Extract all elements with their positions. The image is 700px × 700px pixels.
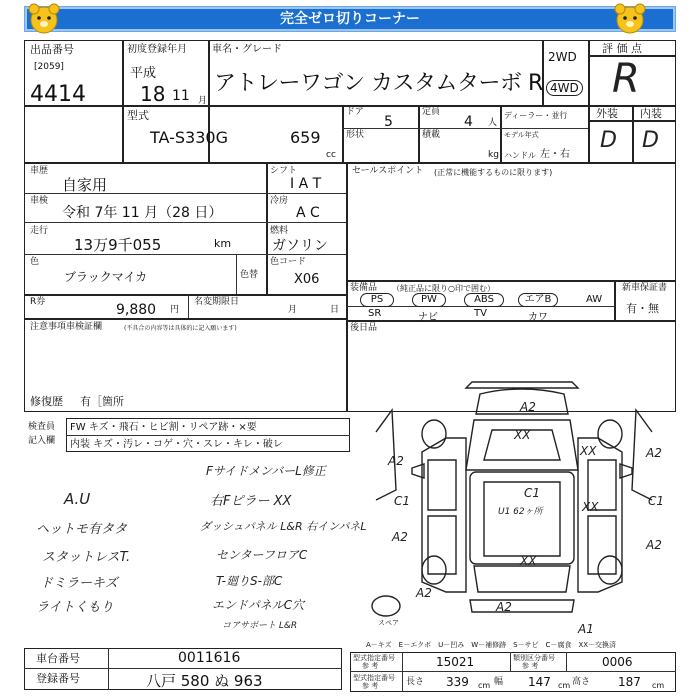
warranty-label: 新車保証書 (622, 283, 668, 293)
color-code-value: X06 (294, 272, 320, 287)
class-value: 0006 (602, 655, 633, 669)
first-reg-label: 初度登録年月 (127, 44, 187, 55)
drive-4wd: 4WD (546, 80, 583, 96)
load-unit: kg (488, 150, 499, 160)
len-label: 長さ (406, 677, 425, 687)
equip-ps: PS (360, 293, 394, 307)
disp-value: 659 (290, 128, 321, 147)
note-right-1: FサイドメンバーL修正 (206, 464, 326, 478)
model-label: 型式 (127, 109, 149, 122)
score-ext-value: D (600, 128, 617, 153)
len-unit: cm (478, 681, 491, 690)
equip-pw: PW (412, 293, 446, 307)
warranty-value: 有・無 (626, 302, 659, 315)
color-change-label: 色替 (240, 270, 259, 280)
doors-value: 5 (384, 114, 393, 130)
handle-label: ハンドル (504, 151, 536, 160)
score-value: R (612, 56, 640, 102)
note-right-2: 右Fピラー XX (210, 494, 292, 509)
mileage-unit: km (214, 237, 232, 250)
drive-2wd: 2WD (548, 50, 577, 64)
lot-sub: [2059] (34, 62, 64, 72)
note-left-3: スタットレスT. (42, 550, 131, 565)
ac-label: 冷房 (270, 196, 289, 206)
equip-sr: SR (368, 308, 382, 319)
damage-legend: A－キズ E－エクボ U－凹み W－補修跡 S－サビ C－腐食 XX－交換済 (366, 641, 617, 649)
first-reg-era: 平成 (130, 66, 157, 81)
capacity-label: 定員 (422, 107, 441, 117)
score-int-label: 内装 (640, 107, 662, 120)
mark-xx-right-mid: XX (582, 500, 599, 514)
mileage-label: 走行 (30, 226, 49, 236)
mark-a2-bottom: A2 (496, 600, 512, 614)
banner (24, 6, 676, 32)
len-ref: 参 考 (362, 682, 379, 690)
type-label: 型式指定番号 (353, 654, 395, 662)
repair-value: 有［箇所 (80, 395, 124, 408)
recycle-unit: 円 (170, 305, 180, 315)
wid-value: 147 (528, 675, 551, 689)
class-ref: 参 考 (522, 662, 539, 670)
lot-number: 4414 (30, 82, 86, 107)
reg-label: 登録番号 (36, 672, 80, 685)
mark-c1-left: C1 (394, 494, 411, 508)
class-label: 類別区分番号 (513, 654, 555, 662)
type-ref: 参 考 (362, 662, 379, 670)
shift-value: I A T (290, 176, 322, 192)
first-reg-unit: 月 (198, 96, 208, 106)
note-right-4: センターフロアC (216, 548, 308, 562)
equip-airbag: エアB (518, 293, 558, 307)
mark-a2-left-mid: A2 (392, 530, 408, 544)
mascot-right-icon (612, 2, 648, 36)
note-left-2: ヘットモ有タタ (36, 522, 128, 537)
car-name: アトレーワゴン カスタムターボ R (214, 71, 543, 96)
shape-label: 形状 (346, 130, 365, 140)
capacity-unit: 人 (488, 118, 498, 128)
mark-xx-top: XX (514, 428, 531, 442)
first-reg-year: 18 (140, 82, 166, 106)
equip-leather: カワ (528, 312, 548, 323)
mark-c1-right: C1 (648, 494, 665, 508)
type-value: 15021 (436, 655, 475, 669)
mark-a2-left-top: A2 (388, 454, 404, 468)
model-year-label: モデル年式 (504, 131, 539, 139)
score-label: 評 価 点 (602, 42, 642, 55)
wid-unit: cm (558, 681, 571, 690)
mark-a2-top: A2 (520, 400, 536, 414)
equip-label: 装備品 (350, 283, 378, 293)
mark-a2-right-top: A2 (646, 446, 662, 460)
score-int-value: D (642, 128, 659, 153)
sales-label: セールスポイント (352, 166, 424, 176)
load-label: 積載 (422, 130, 441, 140)
history-value: 自家用 (62, 176, 108, 194)
plate-label: 車台番号 (36, 652, 80, 665)
equip-aw: AW (586, 294, 603, 305)
name-change-day: 日 (330, 305, 340, 315)
inspector-row-1: FW キズ・飛石・ヒビ割・リペア跡・×要 (70, 422, 257, 433)
equip-navi: ナビ (418, 312, 438, 323)
history-label: 車歴 (30, 166, 49, 176)
model-value: TA-S330G (150, 128, 228, 147)
mark-xx-right-top: XX (580, 444, 597, 458)
len-header: 型式指定番号 (353, 674, 395, 682)
capacity-value: 4 (464, 114, 473, 130)
name-change-month: 月 (288, 305, 298, 315)
lot-label: 出品番号 (30, 43, 74, 56)
hei-label: 高さ (572, 677, 591, 687)
disp-unit: cc (326, 150, 336, 160)
repair-label: 修復歴 (30, 395, 63, 408)
doors-label: ドア (346, 107, 364, 117)
equip-abs: ABS (464, 293, 504, 307)
hei-value: 187 (618, 675, 641, 689)
first-reg-month: 11 (172, 88, 190, 104)
mark-xx-bottom: XX (520, 554, 537, 568)
note-left-4: ドミラーキズ (40, 576, 118, 591)
inspector-label-1: 検査員 (28, 422, 56, 432)
reg-value: 八戸 580 ぬ 963 (146, 672, 263, 690)
banner-title: 完全ゼロ切りコーナー (280, 11, 420, 27)
mark-a2-bottom-left: A2 (416, 586, 432, 600)
hei-unit: cm (652, 681, 665, 690)
equip-tv: TV (474, 308, 487, 319)
notes-label: 注意事項車検証欄 (30, 322, 103, 332)
notes-sub: (不具合の内容等は具体的に記入願います) (124, 325, 237, 332)
note-left-5: ライトくもり (36, 600, 114, 615)
color-value: ブラックマイカ (64, 270, 148, 284)
color-label: 色 (30, 257, 40, 267)
spare-caption: スペア (378, 619, 399, 627)
score-ext-label: 外装 (596, 107, 618, 120)
car-label: 車名・グレード (212, 44, 282, 55)
mark-a1-bottom: A1 (578, 622, 594, 636)
note-right-6: エンドパネルC穴 (212, 598, 305, 612)
recycle-value: 9,880 (116, 302, 157, 318)
mileage-value: 13万9千055 (74, 236, 162, 254)
note-right-3: ダッシュパネル L&R 右インパネL (200, 520, 367, 533)
backseat-label: 後日品 (350, 323, 378, 333)
plate-value: 0011616 (178, 650, 241, 666)
color-code-label: 色コード (270, 257, 307, 267)
recycle-label: R券 (30, 297, 46, 307)
mark-c1-center: C1 (524, 486, 541, 500)
inspector-label-2: 記入欄 (28, 436, 56, 446)
equip-sub: （純正品に限り○印で囲む） (392, 284, 495, 293)
note-right-5: T-廻りS-部C (216, 574, 283, 588)
fuel-label: 燃料 (270, 226, 289, 236)
mark-a2-right-bottom: A2 (646, 538, 662, 552)
mascot-left-icon (26, 2, 62, 36)
handle-value: 左・右 (540, 149, 570, 160)
ac-value: A C (296, 205, 320, 221)
name-change-label: 名変期限日 (194, 297, 240, 307)
dealer-label: ディーラー・並行 (504, 111, 568, 120)
mark-u1-center: U1 62ヶ所 (498, 507, 543, 517)
shift-label: シフト (270, 166, 298, 176)
inspector-row-2: 内装 キズ・汚レ・コゲ・穴・スレ・キレ・破レ (70, 439, 283, 450)
note-left-1: A.U (64, 490, 91, 508)
len-value: 339 (446, 675, 469, 689)
shaken-value: 令和 7年 11 月（28 日） (62, 205, 223, 221)
wid-label: 幅 (494, 677, 504, 687)
sales-sub: (正常に機能するものに限ります) (434, 168, 553, 177)
fuel-value: ガソリン (272, 238, 328, 254)
shaken-label: 車検 (30, 196, 49, 206)
note-right-7: コアサポート L&R (222, 621, 298, 631)
